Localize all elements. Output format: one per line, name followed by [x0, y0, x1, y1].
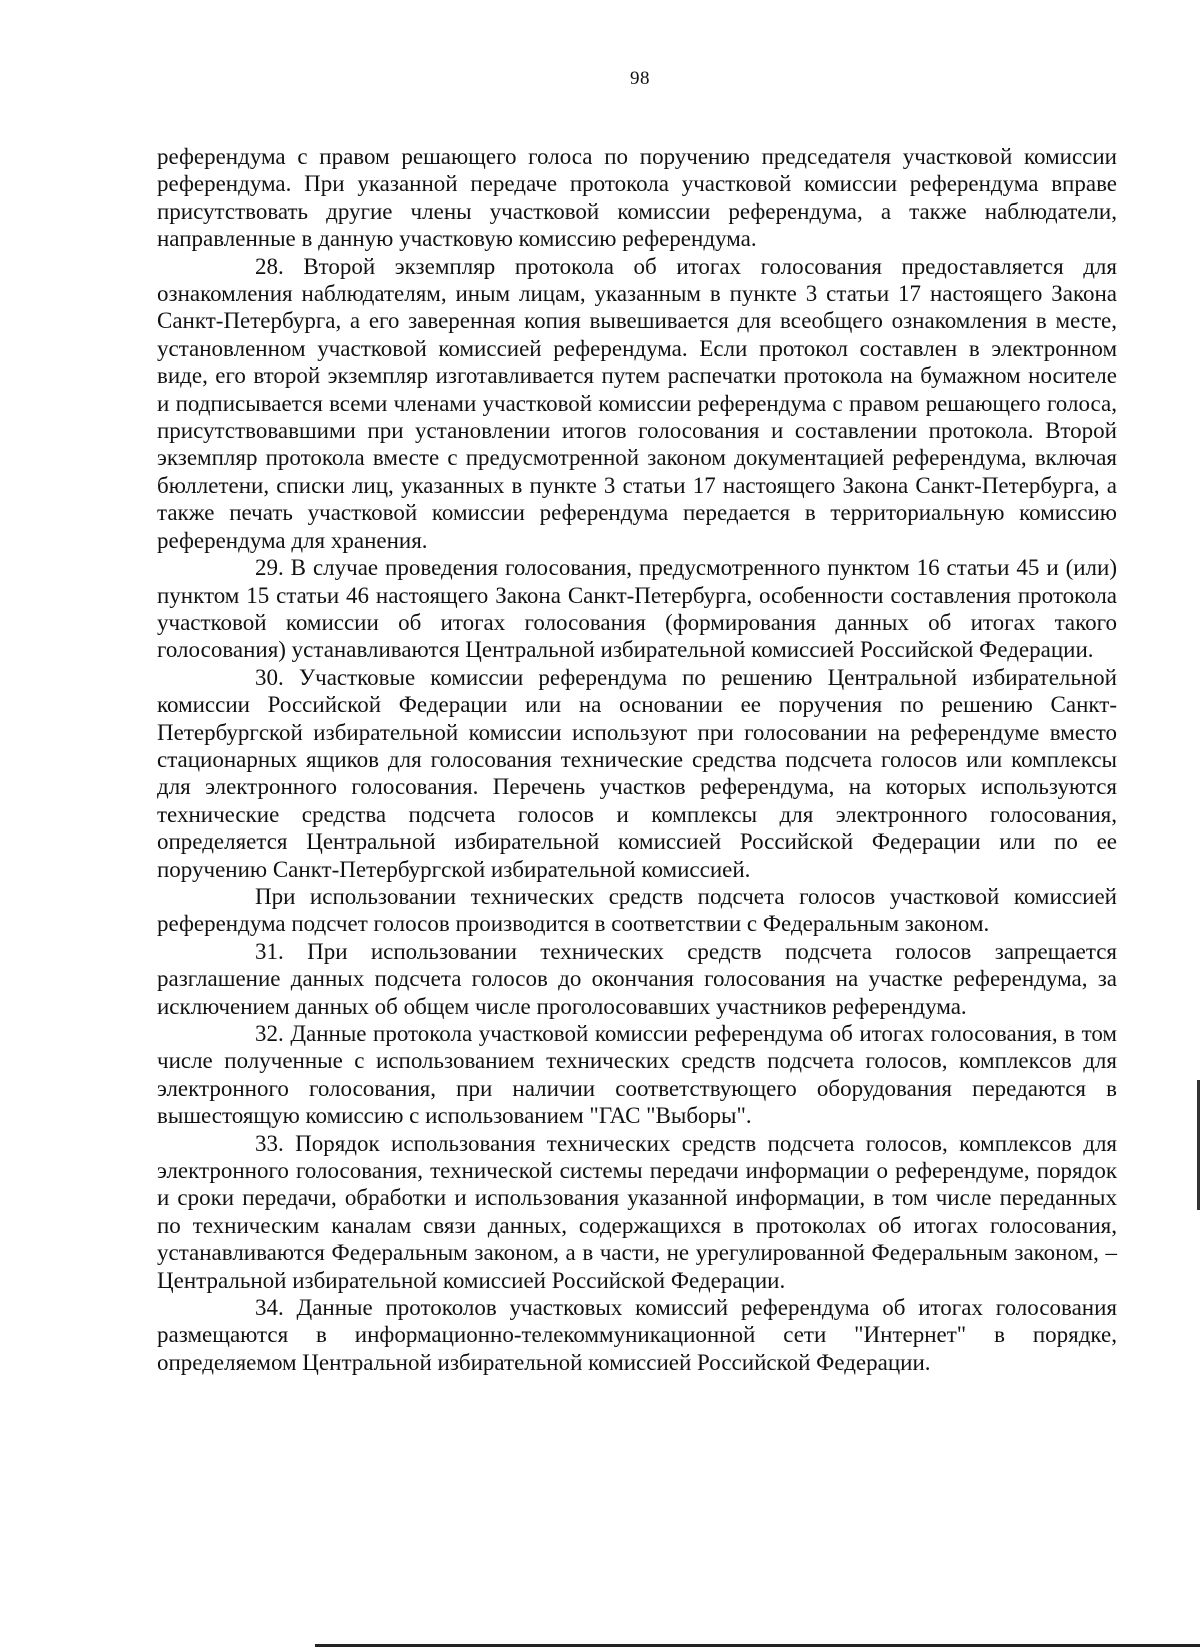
- paragraph-29: 29. В случае проведения голосования, предусмотренного пунктом 16 статьи 45 и (или) пунктом 15 статьи 46 настоящего Закона Санкт-Петербурга, особенности составления протокола участковой комиссии об итогах голосования (формирования данных об итогах такого голосования) устанавливаются Центральной избирательной комиссией Российской Федерации.: [157, 555, 1117, 663]
- paragraph-33: 33. Порядок использования технических средств подсчета голосов, комплексов для электронного голосования, технической системы передачи информации о референдуме, порядок и сроки передачи, обработки и использования указанной информации, в том числе переданных по техническим каналам связи данных, содержащихся в протоколах об итогах голосования, устанавливаются Федеральным законом, а в части, не урегулированной Федеральным законом, – Центральной избирательной комиссией Российской Федерации.: [157, 1130, 1117, 1293]
- paragraph-32: 32. Данные протокола участковой комиссии референдума об итогах голосования, в том числе полученные с использованием технических средств подсчета голосов, комплексов для электронного голосования, при наличии соответствующего оборудования передаются в вышестоящую комиссию с использованием "ГАС "Выборы".: [157, 1021, 1117, 1129]
- paragraph-30-note: При использовании технических средств подсчета голосов участковой комиссией референдума подсчет голосов производится в соответствии с Федеральным законом.: [157, 883, 1117, 937]
- paragraph-continuation: референдума с правом решающего голоса по поручению председателя участковой комиссии референдума. При указанной передаче протокола участковой комиссии референдума вправе присутствовать другие члены участковой комиссии референдума, а также наблюдатели, направленные в данную участковую комиссию референдума.: [157, 144, 1117, 252]
- paragraph-28: 28. Второй экземпляр протокола об итогах голосования предоставляется для ознакомления наблюдателям, иным лицам, указанным в пункте 3 статьи 17 настоящего Закона Санкт-Петербурга, а его заверенная копия вывешивается для всеобщего ознакомления в месте, установленном участковой комиссией референдума. Если протокол составлен в электронном виде, его второй экземпляр изготавливается путем распечатки протокола на бумажном носителе и подписывается всеми членами участковой комиссии референдума с правом решающего голоса, присутствовавшими при установлении итогов голосования и составлении протокола. Второй экземпляр протокола вместе с предусмотренной законом документацией референдума, включая бюллетени, списки лиц, указанных в пункте 3 статьи 17 настоящего Закона Санкт-Петербурга, а также печать участковой комиссии референдума передается в территориальную комиссию референдума для хранения.: [157, 253, 1117, 553]
- paragraph-31: 31. При использовании технических средств подсчета голосов запрещается разглашение данных подсчета голосов до окончания голосования на участке референдума, за исключением данных об общем числе проголосовавших участников референдума.: [157, 938, 1117, 1019]
- paragraph-30: 30. Участковые комиссии референдума по решению Центральной избирательной комиссии Российской Федерации или на основании ее поручения по решению Санкт-Петербургской избирательной комиссии используют при голосовании на референдуме вместо стационарных ящиков для голосования технические средства подсчета голосов или комплексы для электронного голосования. Перечень участков референдума, на которых используются технические средства подсчета голосов и комплексы для электронного голосования, определяется Центральной избирательной комиссией Российской Федерации или по ее поручению Санкт-Петербургской избирательной комиссией.: [157, 664, 1117, 882]
- paragraph-34: 34. Данные протоколов участковых комиссий референдума об итогах голосования размещаются в информационно-телекоммуникационной сети "Интернет" в порядке, определяемом Центральной избирательной комиссией Российской Федерации.: [157, 1295, 1117, 1375]
- document-body: [157, 143, 1117, 1376]
- page-number: 98: [630, 68, 650, 89]
- scan-bottom-edge: [315, 1644, 1200, 1647]
